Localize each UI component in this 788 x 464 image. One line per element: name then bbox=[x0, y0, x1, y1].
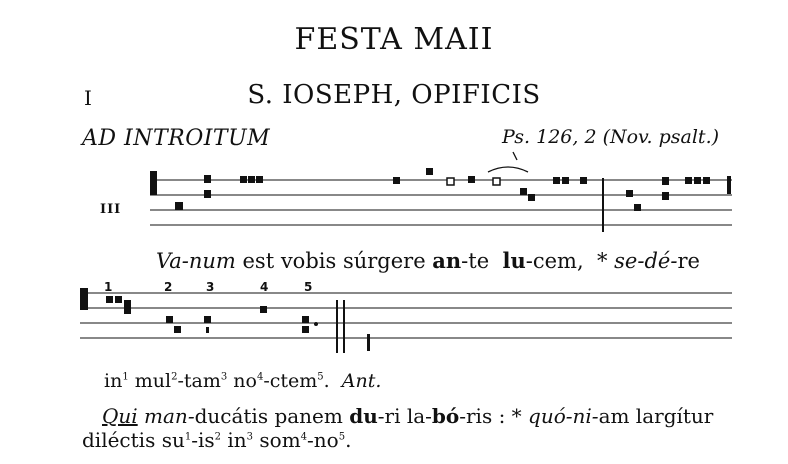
verse-line-1: Qui man-ducátis panem du-ri la-bó-ris : * quó-ni-am largítur bbox=[102, 404, 714, 428]
neume bbox=[248, 176, 255, 183]
neume bbox=[260, 306, 267, 313]
neume bbox=[694, 177, 701, 184]
staff-2-notes bbox=[80, 288, 370, 353]
neume bbox=[393, 177, 400, 184]
neume bbox=[166, 316, 173, 323]
bar-line bbox=[602, 178, 604, 232]
neume bbox=[580, 177, 587, 184]
neume bbox=[115, 296, 122, 303]
neume bbox=[240, 176, 247, 183]
custos bbox=[367, 334, 370, 351]
neume bbox=[553, 177, 560, 184]
lyrics-line-2: $in^1$ mul$^2$-tam$^3$ $no^4-ctem^5$. Ant. bbox=[104, 370, 382, 392]
mark-5: 5 bbox=[304, 280, 313, 294]
neume bbox=[562, 177, 569, 184]
neume bbox=[302, 326, 309, 333]
staff-1-notes bbox=[150, 168, 731, 232]
episema bbox=[206, 327, 209, 333]
staff-1-lines bbox=[150, 180, 732, 225]
neume bbox=[703, 177, 710, 184]
neume bbox=[634, 204, 641, 211]
double-bar bbox=[336, 300, 338, 353]
neume bbox=[174, 326, 181, 333]
neume bbox=[256, 176, 263, 183]
neume bbox=[528, 194, 535, 201]
lyrics-line-1: Va-num est vobis súrgere an-te lu-cem, * se-dé-re bbox=[156, 248, 700, 273]
neume bbox=[662, 192, 669, 200]
neume bbox=[106, 296, 113, 303]
mark-4: 4 bbox=[260, 280, 269, 294]
neume bbox=[626, 190, 633, 197]
introit-label: AD INTROITUM bbox=[82, 126, 271, 151]
mark-1: 1 bbox=[104, 280, 113, 294]
neume bbox=[468, 176, 475, 183]
neume bbox=[175, 202, 183, 210]
neume bbox=[204, 190, 211, 198]
custos bbox=[727, 176, 731, 194]
neume bbox=[302, 316, 309, 323]
psalm-reference: Ps. 126, 2 (Nov. psalt.) bbox=[502, 126, 720, 148]
page-title: FESTA MAII bbox=[294, 22, 494, 57]
double-bar bbox=[343, 300, 345, 353]
neume bbox=[204, 316, 211, 323]
neume bbox=[685, 177, 692, 184]
verse-line-2: diléctis $su^1-is^2$ $in^3$ $som^4-no^5$. bbox=[82, 428, 352, 452]
ligature-slur bbox=[488, 152, 528, 172]
neume bbox=[426, 168, 433, 175]
feast-subtitle: S. IOSEPH, OPIFICIS bbox=[247, 80, 541, 110]
feast-number: I bbox=[84, 86, 92, 110]
neume bbox=[662, 177, 669, 185]
neume-hollow bbox=[493, 178, 500, 185]
neume-hollow bbox=[447, 178, 454, 185]
mark-2: 2 bbox=[164, 280, 173, 294]
neume bbox=[520, 188, 527, 195]
mark-3: 3 bbox=[206, 280, 215, 294]
c-clef-1 bbox=[150, 171, 157, 195]
dot bbox=[314, 322, 318, 326]
c-clef-2 bbox=[80, 288, 88, 310]
neume bbox=[124, 300, 131, 314]
mode-numeral: III bbox=[100, 202, 122, 217]
neume bbox=[204, 175, 211, 183]
